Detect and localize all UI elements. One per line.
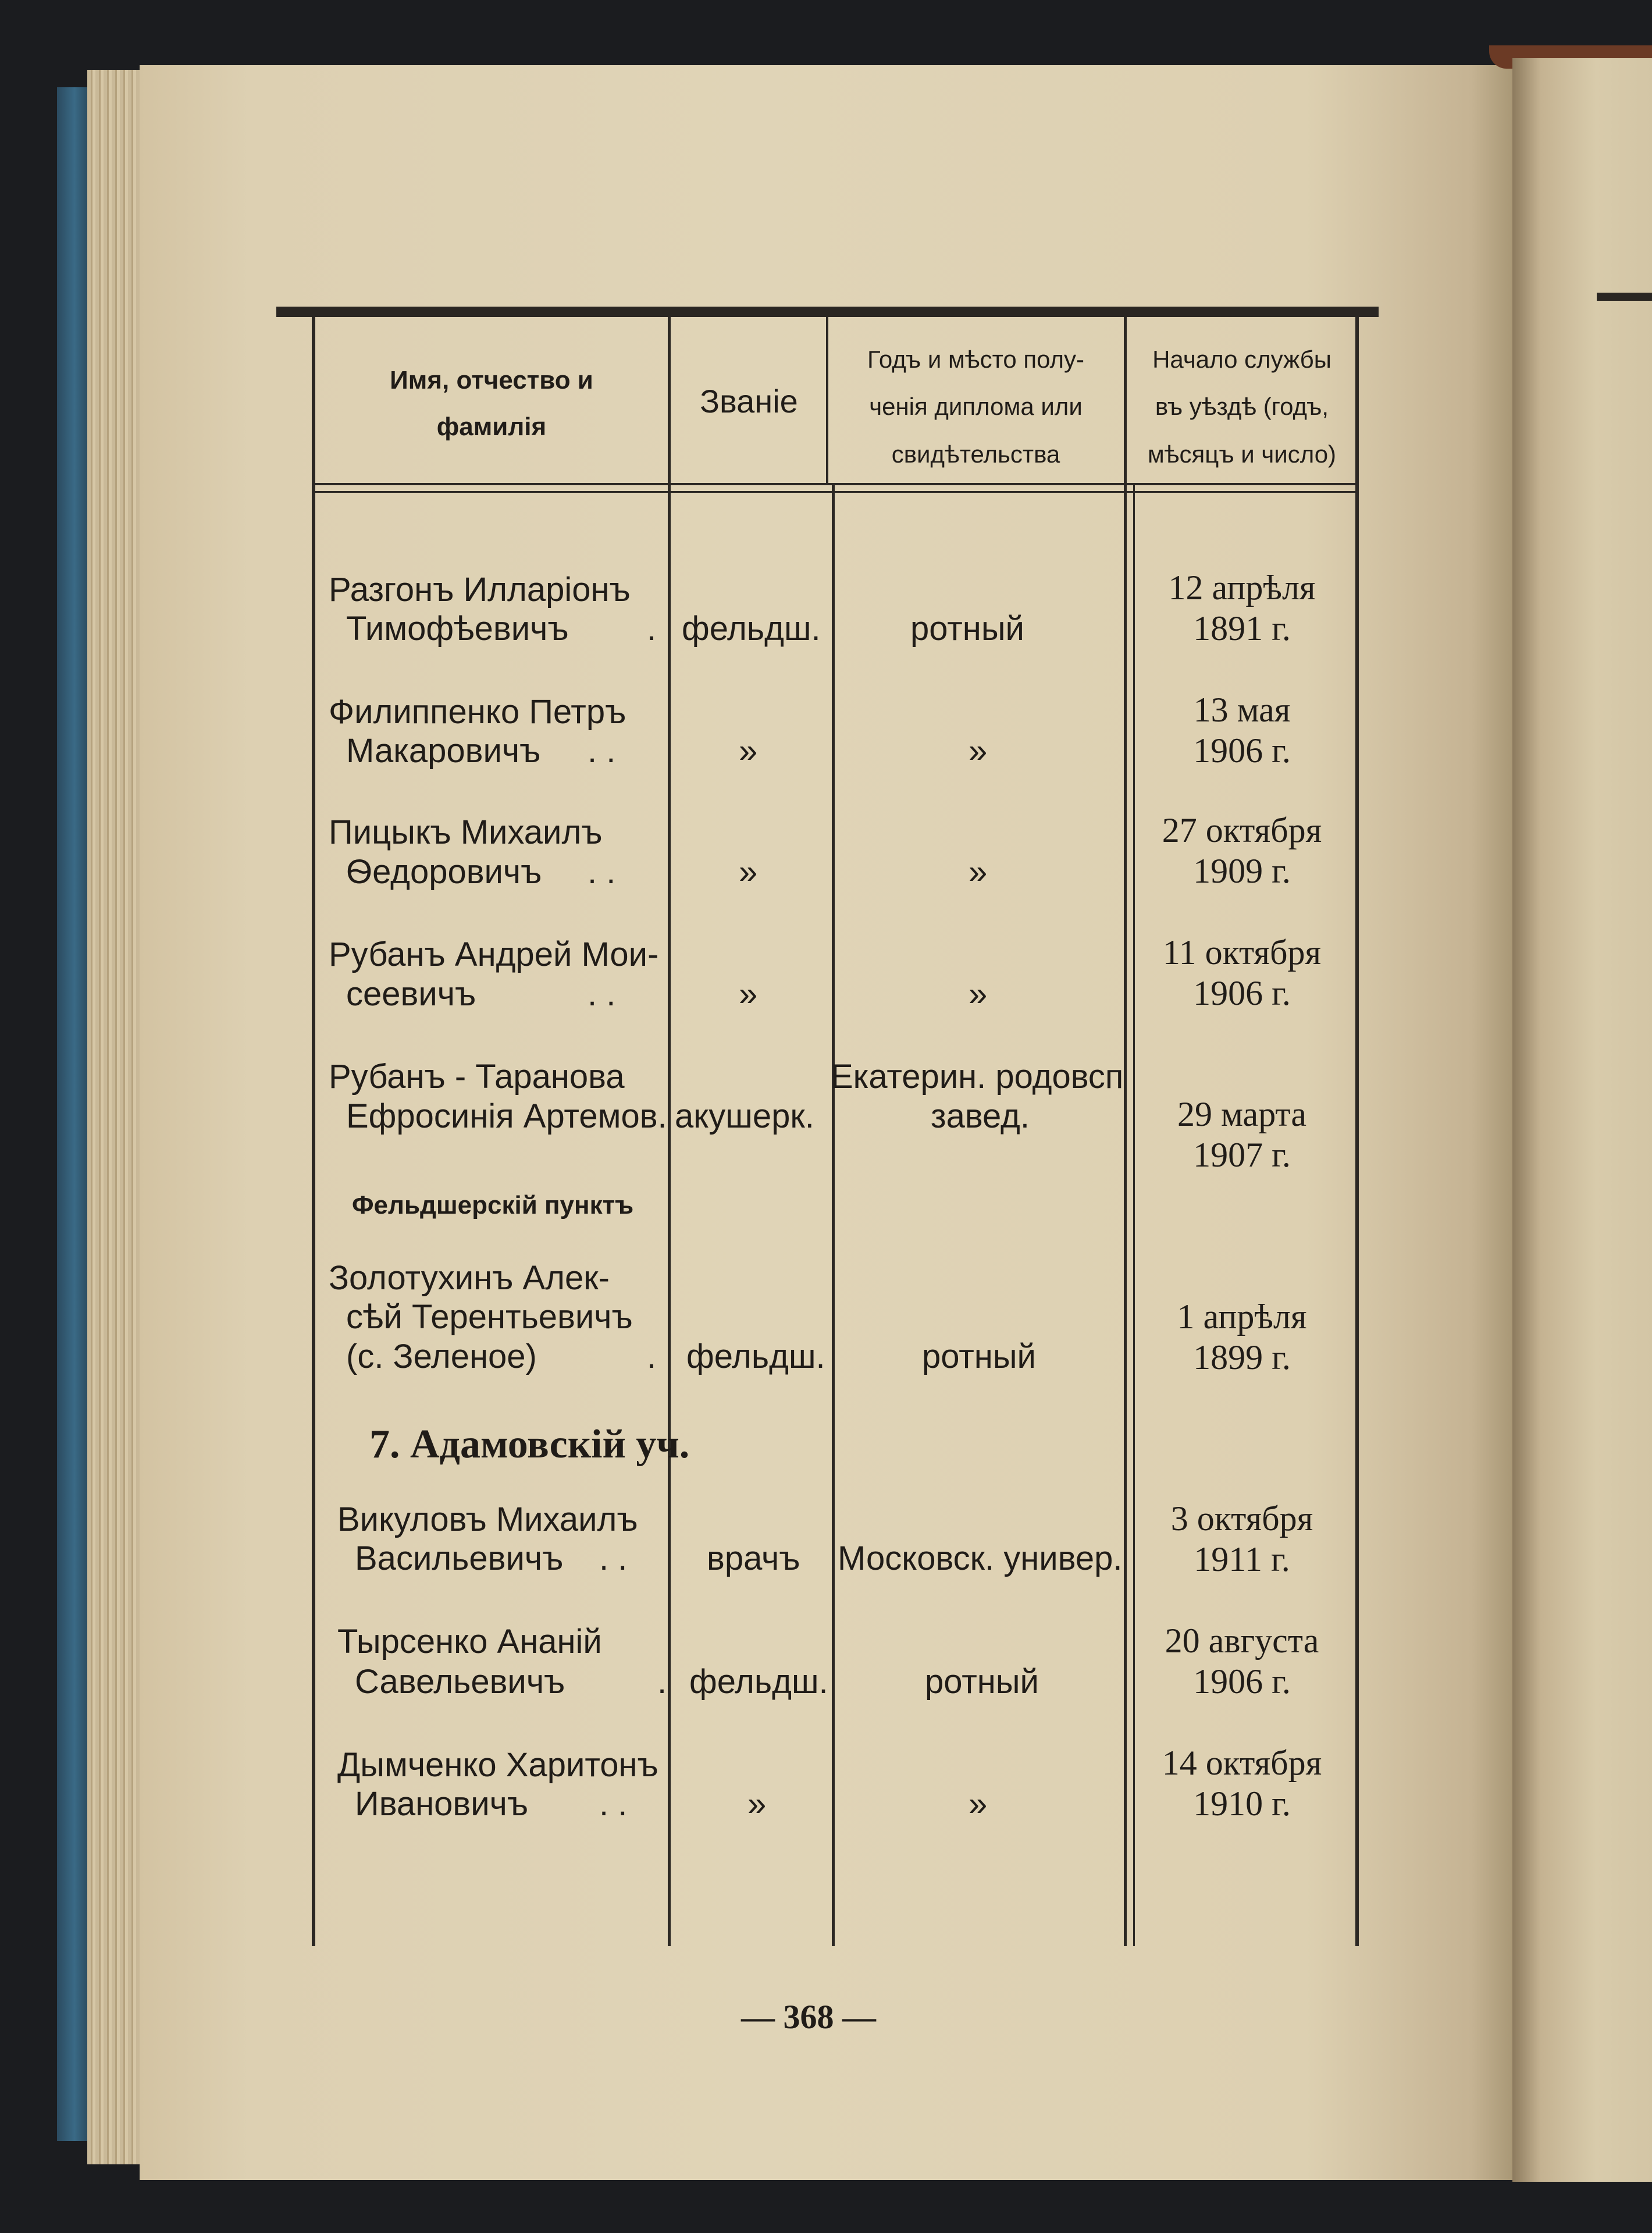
header-diploma-line3: свидѣтельства <box>891 440 1060 468</box>
header-diploma-line2: ченія диплома или <box>869 393 1083 420</box>
date-line: 14 октября <box>1162 1744 1322 1782</box>
date-line: 12 апрѣля <box>1168 568 1316 607</box>
leader-dots: . <box>647 1338 657 1375</box>
name-line: Ивановичъ <box>355 1785 529 1823</box>
leader-dots: . . <box>588 732 616 770</box>
name-line: (с. Зеленое) <box>346 1338 537 1375</box>
date-line: 1910 г. <box>1193 1784 1291 1823</box>
name-line: сеевичъ <box>346 975 476 1013</box>
name-line: Разгонъ Илларіонъ <box>329 571 631 609</box>
name-line: Филиппенко Петръ <box>329 693 626 731</box>
book-cover-edge <box>57 87 92 2141</box>
name-line: Макаровичъ <box>346 732 541 770</box>
rank-cell: » <box>739 732 758 770</box>
date-line: 1909 г. <box>1193 852 1291 890</box>
diploma-cell: » <box>969 853 988 891</box>
header-rule-2 <box>312 491 1359 493</box>
name-line: Савельевичъ <box>355 1663 565 1701</box>
rank-cell: фельдш. <box>682 610 821 648</box>
header-diploma-line1: Годъ и мѣсто полу- <box>867 346 1085 373</box>
column-divider-2 <box>826 317 828 483</box>
rank-cell: » <box>739 853 758 891</box>
leader-dots: . . <box>599 1539 628 1577</box>
diploma-cell-line: Екатерин. родовсп <box>831 1058 1124 1096</box>
name-line: Пицыкъ Михаилъ <box>329 813 603 851</box>
diploma-cell: » <box>969 1785 988 1823</box>
leader-dots: . . <box>588 975 616 1013</box>
date-line: 3 октября <box>1170 1499 1313 1538</box>
column-divider-2-body <box>832 483 835 1946</box>
name-line: Рубанъ Андрей Мои- <box>329 936 659 973</box>
name-line: Тимофѣевичъ <box>346 610 569 648</box>
date-line: 1899 г. <box>1193 1338 1291 1377</box>
header-rank: Званіе <box>700 383 798 419</box>
header-start-line3: мѣсяцъ и число) <box>1147 440 1337 468</box>
leader-dots: . <box>657 1663 667 1701</box>
name-line: Ефросинія Артемов. <box>346 1097 667 1135</box>
header-start-line1: Начало службы <box>1152 346 1331 373</box>
section-heading: Фельдшерскій пунктъ <box>352 1191 634 1219</box>
name-line: Дымченко Харитонъ <box>337 1746 658 1784</box>
rank-cell: » <box>747 1785 767 1823</box>
date-line: 1 апрѣля <box>1177 1297 1307 1336</box>
page-number: — 368 — <box>741 1998 876 2036</box>
date-line: 13 мая <box>1193 691 1291 729</box>
name-line: Рубанъ - Таранова <box>329 1058 625 1096</box>
name-line: Викуловъ Михаилъ <box>337 1500 638 1538</box>
name-line: Тырсенко Ананій <box>337 1623 602 1660</box>
rank-cell: фельдш. <box>689 1663 828 1701</box>
header-rule-1 <box>312 483 1359 485</box>
diploma-cell: ротный <box>922 1338 1036 1375</box>
name-line: Золотухинъ Алек- <box>329 1259 610 1297</box>
diploma-cell: » <box>969 975 988 1013</box>
rank-cell: врачъ <box>707 1539 800 1577</box>
date-line: 27 октября <box>1162 811 1322 849</box>
leader-dots: . . <box>588 853 616 891</box>
name-line: Васильевичъ <box>355 1539 564 1577</box>
leader-dots: . <box>647 610 657 648</box>
date-line: 1907 г. <box>1193 1136 1291 1174</box>
name-line: Ѳедоровичъ <box>346 853 542 891</box>
header-name-line1: Имя, отчество и <box>390 366 593 394</box>
section-heading: 7. Адамовскій уч. <box>369 1422 690 1467</box>
date-line: 1911 г. <box>1194 1540 1290 1578</box>
table-top-rule <box>276 307 1379 317</box>
table-left-border <box>312 317 315 1946</box>
name-line: сѣй Терентьевичъ <box>346 1298 633 1336</box>
facing-page-rule <box>1597 293 1652 301</box>
date-line: 1906 г. <box>1193 731 1291 770</box>
leader-dots: . . <box>599 1785 628 1823</box>
diploma-cell: » <box>969 732 988 770</box>
header-name-line2: фамилія <box>436 413 547 441</box>
date-line: 1906 г. <box>1193 974 1291 1012</box>
date-line: 1906 г. <box>1193 1662 1291 1701</box>
date-line: 20 августа <box>1165 1622 1319 1660</box>
column-divider-3 <box>1124 317 1127 1946</box>
diploma-cell: ротный <box>910 610 1024 648</box>
header-start-line2: въ уѣздѣ (годъ, <box>1155 393 1329 420</box>
diploma-cell: Московск. универ. <box>838 1539 1123 1577</box>
table-right-border <box>1355 317 1359 1946</box>
date-line: 11 октября <box>1162 933 1322 972</box>
diploma-cell: ротный <box>925 1663 1039 1701</box>
rank-cell: акушерк. <box>675 1097 814 1135</box>
date-line: 1891 г. <box>1193 609 1291 648</box>
column-divider-1 <box>668 317 671 1946</box>
diploma-cell-line: завед. <box>931 1097 1030 1135</box>
rank-cell: » <box>739 975 758 1013</box>
date-line: 29 марта <box>1177 1095 1306 1133</box>
facing-page <box>1512 58 1652 2182</box>
rank-cell: фельдш. <box>686 1338 825 1375</box>
